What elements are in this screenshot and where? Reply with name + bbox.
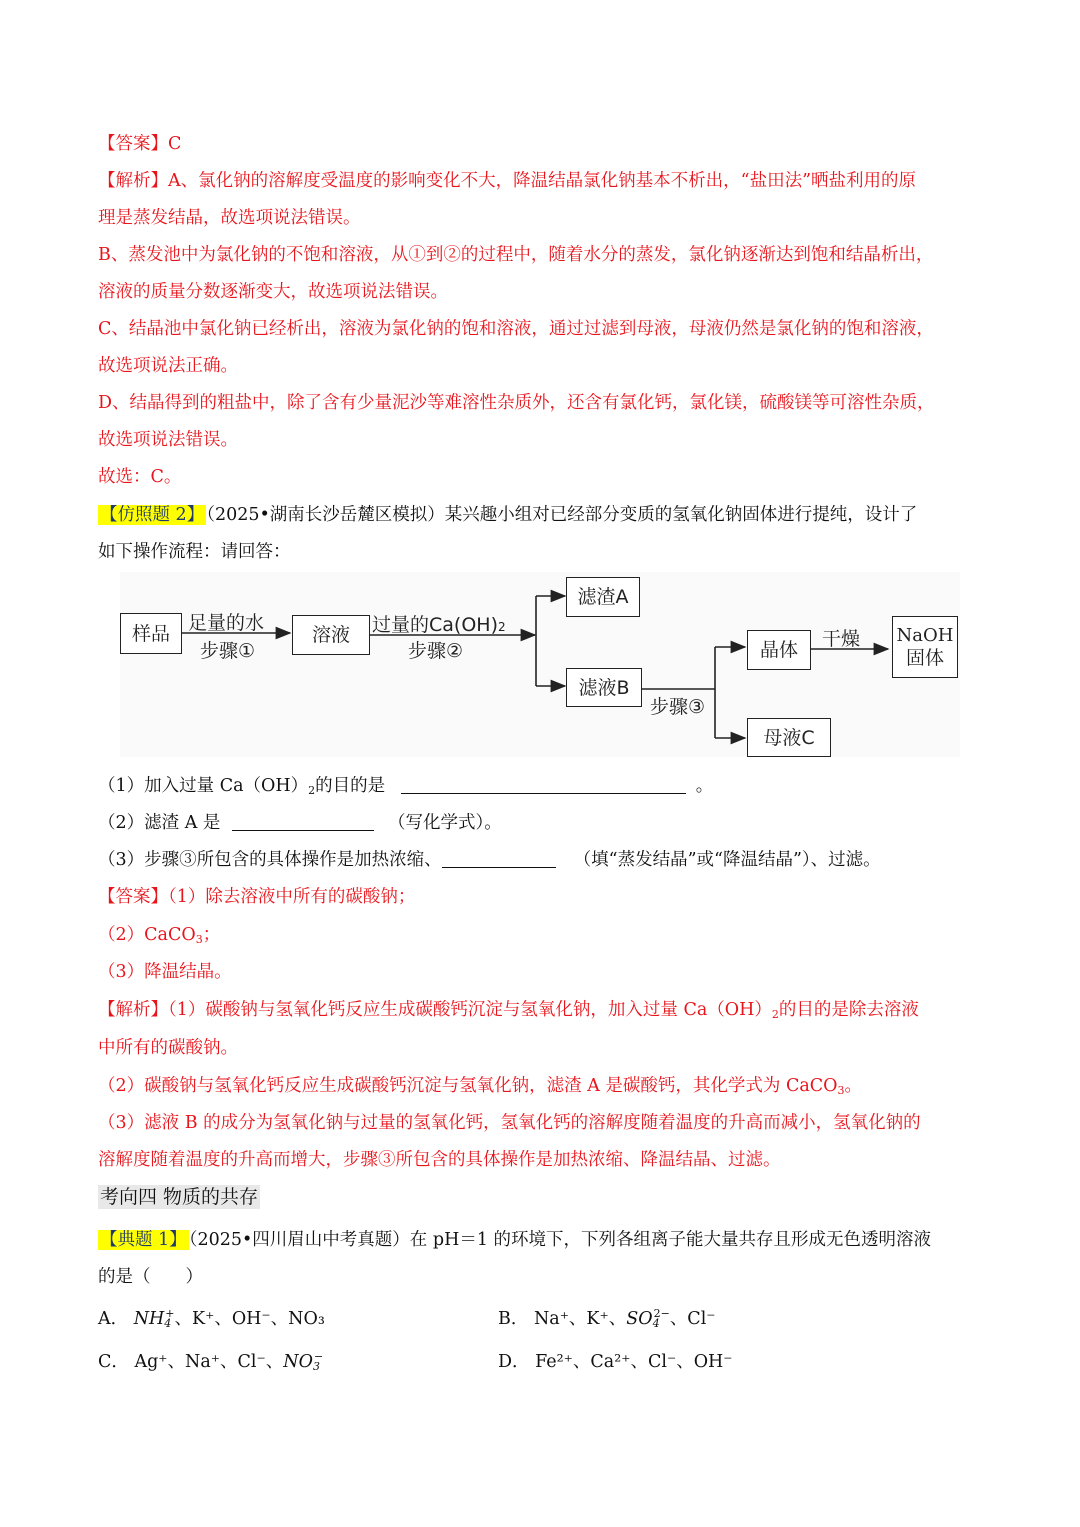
flow-arrows [120,572,960,757]
answer-line [98,133,181,155]
answer-text: ； [202,925,221,945]
ion-list: 、K⁺、OH⁻、NO₃ [174,1309,325,1329]
superscript: − [313,1350,324,1363]
answer-text: （1）除去溶液中所有的碳酸钠； [168,887,416,907]
ion-list: 、Cl⁻ [669,1309,716,1329]
answer-value: C [168,134,182,154]
analysis-text: （2）碳酸钠与氢氧化钙反应生成碳酸钙沉淀与氢氧化钠，滤渣 A 是碳酸钙，其化学式为 CaCO [98,1076,838,1096]
box-line: NaOH [896,625,954,646]
question-tag: 【仿照题 2】 [100,505,205,525]
process-flow-diagram [120,572,960,757]
ion-formula: NO [283,1352,313,1372]
sub-question-1 [98,775,713,802]
box-sample: 样品 [120,613,182,654]
ion-formula: SO [626,1309,653,1329]
sub-question-2 [98,812,502,834]
text: （1）加入过量 Ca（OH） [98,776,309,796]
option-b[interactable] [498,1305,716,1330]
option-label: D． [498,1352,530,1372]
analysis-line: B、蒸发池中为氯化钠的不饱和溶液，从①到②的过程中，随着水分的蒸发，氯化钠逐渐达到饱和结晶析出， [98,245,934,265]
analysis-tag: 【解析】 [98,171,168,191]
option-label: C． [98,1352,129,1372]
section-heading [98,1186,260,1209]
label-step3: 步骤③ [650,696,706,718]
analysis-line: 故选项说法正确。 [98,356,238,376]
label-step1-bottom: 步骤① [200,640,256,662]
analysis-text: 的目的是除去溶液 [778,1000,919,1020]
answer-tag: 【答案】 [98,134,168,154]
answer-blank[interactable] [401,775,686,794]
question-text: （2025•四川眉山中考真题）在 pH＝1 的环境下，下列各组离子能大量共存且形成无色透明溶液 [188,1230,932,1250]
subscript: 2 [771,1008,779,1021]
box-mother-liquor-c: 母液C [747,718,831,757]
final-choice: 故选：C。 [98,467,182,487]
superscript: + [165,1307,175,1320]
ion-list: Na⁺、K⁺、 [533,1309,627,1329]
subscript: 3 [312,1360,320,1373]
analysis-line: C、结晶池中氯化钠已经析出，溶液为氯化钠的饱和溶液，通过过滤到母液，母液仍然是氯化钠的饱和溶液， [98,319,934,339]
analysis-line [98,1075,862,1102]
analysis-line: 溶解度随着温度的升高而增大，步骤③所包含的具体操作是加热浓缩、降温结晶、过滤。 [98,1150,781,1170]
analysis-line: 溶液的质量分数逐渐变大，故选项说法错误。 [98,282,448,302]
subscript: 3 [195,933,203,946]
box-filtrate-b: 滤液B [566,668,642,707]
ion-list: Ag⁺、Na⁺、Cl⁻、 [134,1352,284,1372]
answer-blank[interactable] [232,812,374,831]
label-step1-top: 足量的水 [188,612,265,634]
text: （填“蒸发结晶”或“降温结晶”）、过滤。 [573,850,881,870]
section-title: 考向四 物质的共存 [100,1186,259,1208]
box-residue-a: 滤渣A [566,577,640,617]
option-label: B． [498,1309,529,1329]
ion-formula: NH [133,1309,165,1329]
text: 的目的是 [315,776,386,796]
answer-line [98,886,415,908]
question-text: （2025•湖南长沙岳麓区模拟）某兴趣小组对已经部分变质的氢氧化钠固体进行提纯，设计了 [206,505,918,525]
answer-line [98,924,220,951]
option-label: A． [98,1309,129,1329]
subscript: 4 [652,1317,660,1330]
text: （3）步骤③所包含的具体操作是加热浓缩、 [98,850,442,870]
ion-list: Fe²⁺、Ca²⁺、Cl⁻、OH⁻ [535,1352,733,1372]
text: 。 [695,776,714,796]
analysis-text: A、氯化钠的溶解度受温度的影响变化不大，降温结晶氯化钠基本不析出，“盐田法”晒盐利用的原 [168,171,917,191]
box-crystal: 晶体 [747,630,811,670]
option-c[interactable] [98,1348,323,1373]
subscript: 2 [497,620,506,634]
answer-text: （2）CaCO [98,925,196,945]
question-stem [98,504,917,526]
analysis-line: 理是蒸发结晶，故选项说法错误。 [98,208,361,228]
box-naoh-solid [892,616,958,678]
analysis-line [98,999,919,1026]
reagent-text: 过量的Ca(OH) [372,614,498,636]
analysis-tag: 【解析】 [98,1000,168,1020]
option-d[interactable] [498,1348,733,1373]
question-tag: 【典题 1】 [100,1230,187,1250]
text: （2）滤渣 A 是 [98,813,221,833]
analysis-line: （3）滤液 B 的成分为氢氧化钠与过量的氢氧化钙，氢氧化钙的溶解度随着温度的升高而减小，氢氧化钠的 [98,1113,921,1133]
subscript: 2 [308,784,316,797]
analysis-text: 。 [844,1076,863,1096]
analysis-text: （1）碳酸钠与氢氧化钙反应生成碳酸钙沉淀与氢氧化钠，加入过量 Ca（OH） [168,1000,772,1020]
analysis-line: 中所有的碳酸钠。 [98,1038,238,1058]
label-step2-top [372,610,506,637]
subscript: 4 [164,1317,172,1330]
subscript: 3 [837,1084,845,1097]
analysis-line [98,170,916,192]
answer-blank[interactable] [442,849,556,868]
text: （写化学式）。 [387,813,502,833]
analysis-line: D、结晶得到的粗盐中，除了含有少量泥沙等难溶性杂质外，还含有氯化钙，氯化镁，硫酸镁等可溶性杂质， [98,393,935,413]
box-solution: 溶液 [292,615,370,655]
question-stem-cont: 的是（ ） [98,1267,203,1287]
question-stem [98,1229,931,1251]
answer-tag: 【答案】 [98,887,168,907]
box-line: 固体 [905,647,944,669]
sub-question-3 [98,849,881,871]
question-stem-cont: 如下操作流程：请回答： [98,542,291,562]
option-a[interactable] [98,1305,325,1330]
superscript: 2− [653,1307,670,1320]
analysis-line: 故选项说法错误。 [98,430,238,450]
answer-line: （3）降温结晶。 [98,962,232,982]
label-step2-bottom: 步骤② [408,640,464,662]
label-dry: 干燥 [822,628,861,650]
